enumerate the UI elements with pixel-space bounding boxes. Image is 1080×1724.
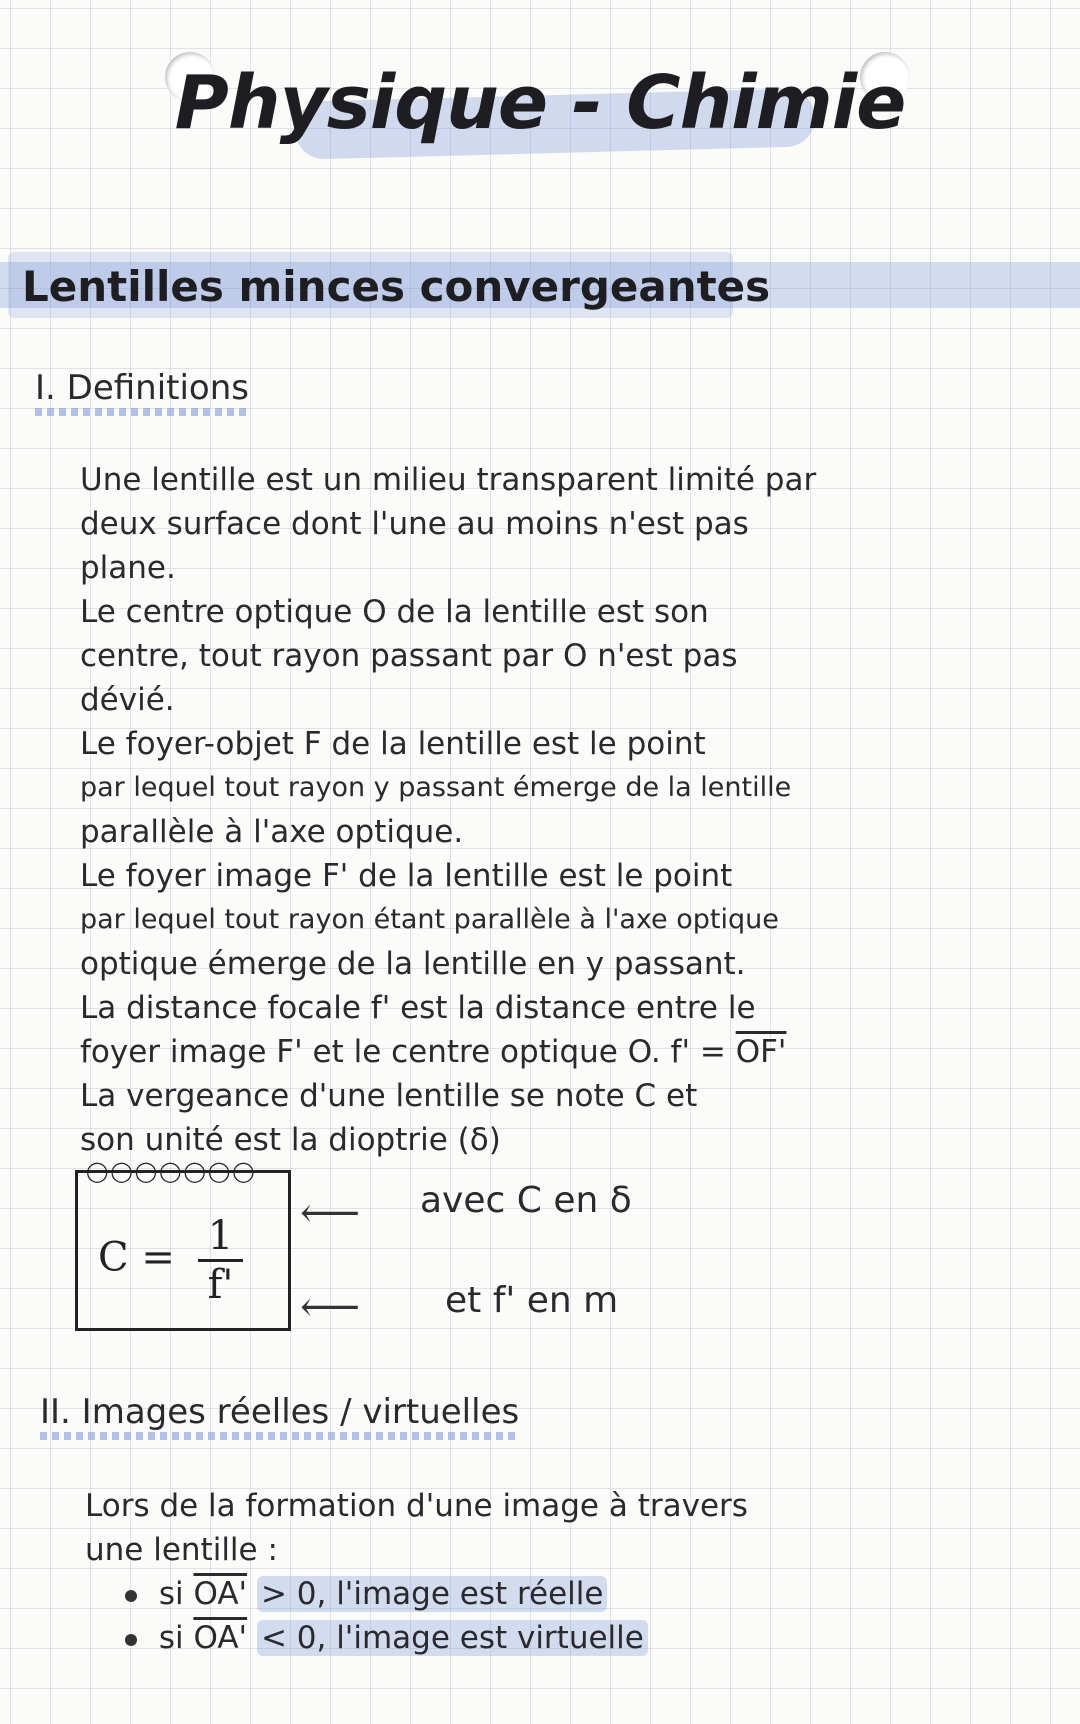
bullet-prefix: si [158,1576,184,1612]
page-title: Physique - Chimie [174,60,906,146]
note-c-unit: avec C en δ [420,1180,632,1221]
text-line: plane. [80,550,176,586]
chapter-title: Lentilles minces convergeantes [22,262,771,311]
bullet-icon [125,1590,137,1602]
formula-numerator: 1 [198,1213,244,1262]
text-line: parallèle à l'axe optique. [80,814,464,850]
section-heading-images [40,1392,519,1432]
text-line: dévié. [80,682,175,718]
text-line: optique émerge de la lentille en y passant. [80,946,746,982]
text-line: centre, tout rayon passant par O n'est pas [80,638,738,674]
images-text [85,1484,748,1660]
formula-lhs: C = [98,1234,175,1281]
section-heading-definitions [35,368,249,408]
text-line: par lequel tout rayon étant parallèle à l'axe optique [80,904,779,935]
heading-underline [40,1432,519,1440]
bullet-condition: < 0, l'image est virtuelle [257,1620,648,1656]
text-line: Lors de la formation d'une image à travers [85,1488,748,1524]
bullet-condition: > 0, l'image est réelle [257,1576,608,1612]
vector-of: OF' [735,1034,787,1070]
text-line [80,1030,816,1074]
spiral-binding-icon: ◯◯◯◯◯◯◯ [86,1159,257,1183]
text-line: Le foyer-objet F de la lentille est le point [80,726,706,762]
title-area [0,40,1080,190]
vergence-formula [98,1213,243,1308]
text-line: Le centre optique O de la lentille est son [80,594,709,630]
vector-oa: OA' [193,1620,248,1656]
arrow-left-icon: ⟵ [300,1282,361,1331]
arrow-left-icon: ⟵ [300,1188,361,1237]
text-line: La vergeance d'une lentille se note C et [80,1078,698,1114]
section-heading-label: I. Definitions [35,368,249,408]
formula-card [75,1159,291,1331]
note-f-unit: et f' en m [445,1280,619,1321]
text-line: Une lentille est un milieu transparent limité par [80,462,817,498]
focal-definition: foyer image F' et le centre optique O. f' = [80,1034,726,1070]
text-line: par lequel tout rayon y passant émerge de la lentille [80,772,792,803]
text-line: deux surface dont l'une au moins n'est pas [80,506,749,542]
text-line: La distance focale f' est la distance entre le [80,990,756,1026]
formula-denominator: f' [207,1262,234,1308]
bullet-icon [125,1634,137,1646]
bullet-virtual [85,1616,748,1660]
section-heading-label: II. Images réelles / virtuelles [40,1392,520,1432]
text-line: Le foyer image F' de la lentille est le point [80,858,733,894]
text-line: son unité est la dioptrie (δ) [80,1122,501,1158]
vector-oa: OA' [193,1576,248,1612]
heading-underline [35,408,249,416]
bullet-real [85,1572,748,1616]
definitions-text [80,458,816,1162]
formula-fraction [198,1213,244,1308]
text-line: une lentille : [85,1532,278,1568]
bullet-prefix: si [158,1620,184,1656]
